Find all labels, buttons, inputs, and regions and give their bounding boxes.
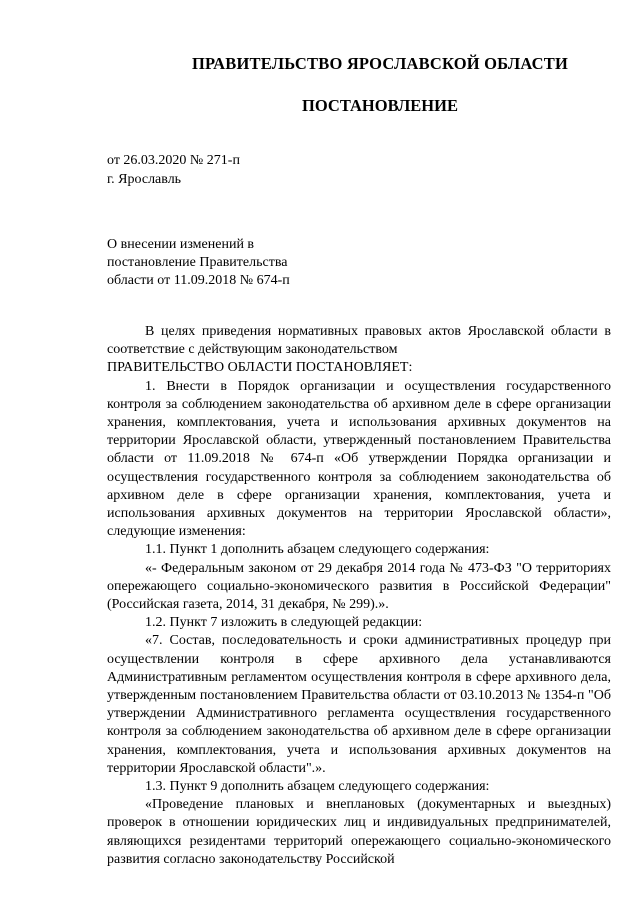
- body-paragraph: 1.1. Пункт 1 дополнить абзацем следующего содержания:: [145, 542, 490, 558]
- body-paragraph: 1. Внести в Порядок организации и осуществления государственного контроля за соблюдением законодательства об архивном деле в сфере организации хранения, комплектования, учета и использования архивных документов на территории Ярославской области, утвержденный постановлением Правительства области от 11.09.2018 № 674-п «Об утверждении Порядка организации и осуществления государственного контроля за соблюдением законодательства об архивном деле в сфере организации хранения, комплектования, учета и использования архивных документов на территории Ярославской области», следующие изменения:: [107, 378, 611, 540]
- document-subject: [107, 236, 337, 290]
- subject-line: постановление Правительства: [107, 255, 288, 270]
- subject-line: области от 11.09.2018 № 674-п: [107, 273, 290, 288]
- body-paragraph: 1.2. Пункт 7 изложить в следующей редакции:: [145, 615, 423, 631]
- body-paragraph: 1.3. Пункт 9 дополнить абзацем следующего содержания:: [145, 779, 490, 795]
- date-number: от 26.03.2020 № 271-п: [107, 153, 240, 168]
- subject-line: О внесении изменений в: [107, 237, 255, 252]
- document-body: [107, 323, 611, 869]
- city: г. Ярославль: [107, 172, 182, 187]
- body-paragraph: «- Федеральным законом от 29 декабря 2014 года № 473-ФЗ "О территориях опережающего социально-экономического развития в Российской Федерации" (Российская газета, 2014, 31 декабря, № 299).».: [107, 560, 611, 613]
- document-type-title: ПОСТАНОВЛЕНИЕ: [302, 96, 458, 115]
- body-paragraph: «Проведение плановых и внеплановых (документарных и выездных) проверок в отношении юридических лиц и индивидуальных предпринимателей, являющихся резидентами территорий опережающего социально-экономического развития согласно законодательству Российской: [107, 797, 611, 867]
- body-paragraph: «7. Состав, последовательность и сроки административных процедур при осуществлении контроля в сфере архивного дела устанавливаются Административным регламентом осуществления контроля в сфере архивного дела, утвержденным постановлением Правительства области от 03.10.2013 № 1354-п "Об утверждении Административного регламента осуществления государственного контроля за соблюдением законодательства об архивном деле в сфере организации хранения, комплектования, учета и использования архивных документов на территории Ярославской области".».: [107, 633, 611, 776]
- resolution-clause: ПРАВИТЕЛЬСТВО ОБЛАСТИ ПОСТАНОВЛЯЕТ:: [107, 360, 413, 376]
- organization-title: ПРАВИТЕЛЬСТВО ЯРОСЛАВСКОЙ ОБЛАСТИ: [191, 54, 569, 73]
- preamble-paragraph: В целях приведения нормативных правовых актов Ярославской области в соответствие с действующим законодательством: [107, 324, 611, 358]
